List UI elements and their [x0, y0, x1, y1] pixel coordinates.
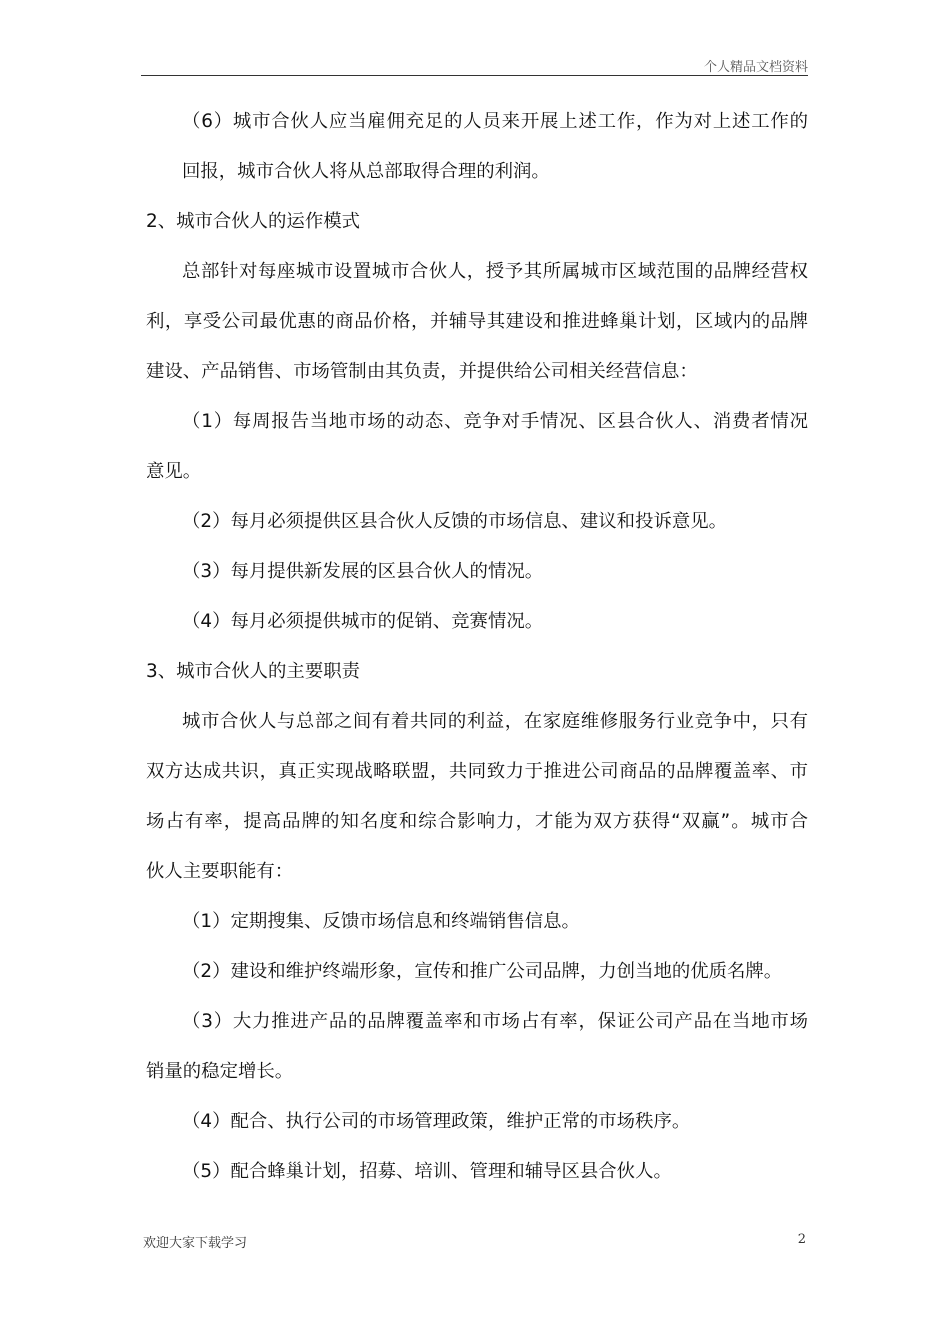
list-item: （1）每周报告当地市场的动态、竞争对手情况、区县合伙人、消费者情况 [182, 411, 808, 432]
paragraph-line: 场占有率，提高品牌的知名度和综合影响力，才能为双方获得“双赢”。城市合 [146, 811, 808, 832]
header-rule [141, 75, 808, 76]
paragraph-line: 城市合伙人与总部之间有着共同的利益，在家庭维修服务行业竞争中，只有 [182, 711, 808, 732]
list-item: （2）建设和维护终端形象，宣传和推广公司品牌，力创当地的优质名牌。 [182, 961, 783, 982]
list-item-continuation: 意见。 [146, 461, 202, 482]
header-text: 个人精品文档资料 [703, 60, 808, 75]
list-item: （2）每月必须提供区县合伙人反馈的市场信息、建议和投诉意见。 [182, 511, 728, 532]
paragraph-line: 回报，城市合伙人将从总部取得合理的利润。 [182, 161, 550, 182]
list-item: （4）配合、执行公司的市场管理政策，维护正常的市场秩序。 [182, 1111, 691, 1132]
paragraph-line: 利，享受公司最优惠的商品价格，并辅导其建设和推进蜂巢计划，区域内的品牌 [146, 311, 808, 332]
list-item: （4）每月必须提供城市的促销、竞赛情况。 [182, 611, 544, 632]
paragraph-line: （6）城市合伙人应当雇佣充足的人员来开展上述工作，作为对上述工作的 [182, 111, 808, 132]
footer-text: 欢迎大家下载学习 [143, 1236, 248, 1251]
list-item: （1）定期搜集、反馈市场信息和终端销售信息。 [182, 911, 580, 932]
list-item-continuation: 销量的稳定增长。 [146, 1061, 294, 1082]
paragraph-line: 伙人主要职能有： [146, 861, 294, 882]
paragraph-line: 建设、产品销售、市场管制由其负责，并提供给公司相关经营信息： [146, 361, 698, 382]
paragraph-line: 总部针对每座城市设置城市合伙人，授予其所属城市区域范围的品牌经营权 [182, 261, 808, 282]
page-number: 2 [797, 1232, 806, 1247]
section-heading: 3、城市合伙人的主要职责 [146, 661, 360, 682]
section-heading: 2、城市合伙人的运作模式 [146, 211, 360, 232]
paragraph-line: 双方达成共识，真正实现战略联盟，共同致力于推进公司商品的品牌覆盖率、市 [146, 761, 808, 782]
list-item: （5）配合蜂巢计划，招募、培训、管理和辅导区县合伙人。 [182, 1161, 672, 1182]
list-item: （3）大力推进产品的品牌覆盖率和市场占有率，保证公司产品在当地市场 [182, 1011, 808, 1032]
list-item: （3）每月提供新发展的区县合伙人的情况。 [182, 561, 544, 582]
